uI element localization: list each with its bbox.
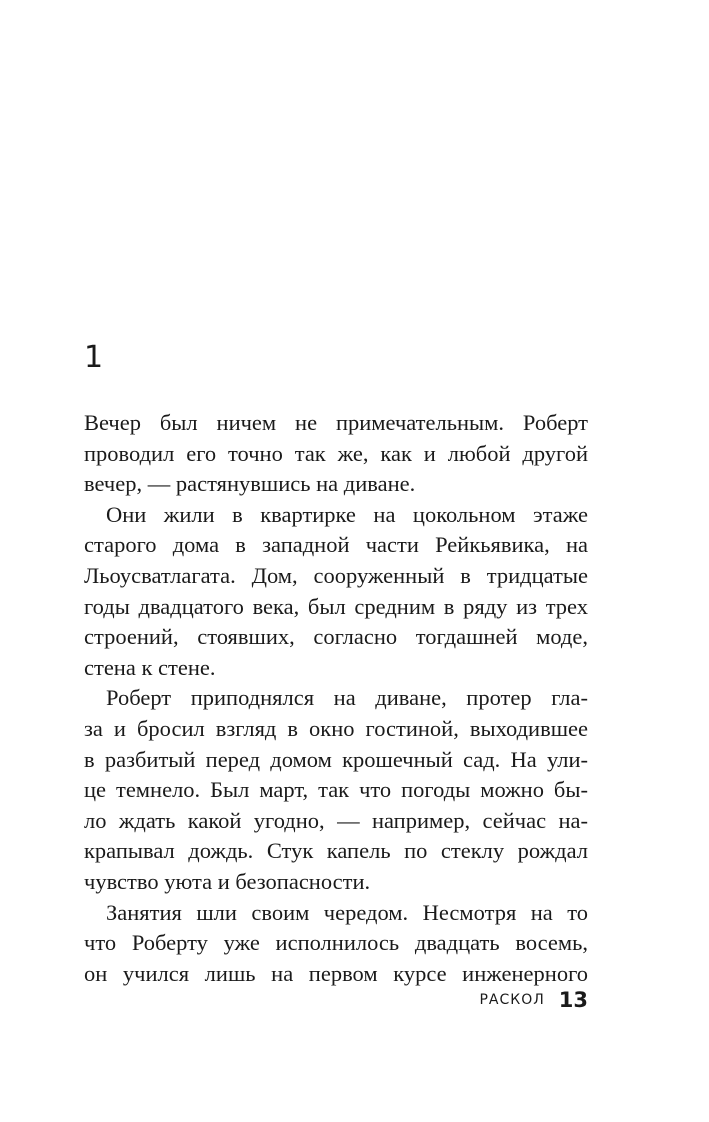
page-footer	[84, 988, 588, 1012]
text-line: что Роберту уже исполнилось двадцать восемь,	[84, 930, 588, 956]
text-line: Они жили в квартирке на цокольном этаже	[106, 501, 588, 527]
text-line: проводил его точно так же, как и любой другой	[84, 440, 588, 466]
text-line: он учился лишь на первом курсе инженерного	[84, 960, 588, 986]
text-line: крапывал дождь. Стук капель по стеклу рождал	[84, 838, 588, 864]
text-line: чувство уюта и безопасности.	[84, 868, 371, 894]
text-line: Вечер был ничем не примечательным. Роберт	[84, 410, 588, 435]
text-line: ло ждать какой угодно, — например, сейчас на-	[84, 807, 588, 833]
text-line: це темнело. Был март, так что погоды можно бы-	[84, 777, 588, 803]
text-line: годы двадцатого века, был средним в ряду из трех	[84, 593, 588, 619]
text-line: Льоусватлагата. Дом, сооруженный в тридцатые	[84, 562, 588, 588]
text-line: Роберт приподнялся на диване, протер гла-	[106, 685, 588, 711]
text-line: строений, стоявших, согласно тогдашней моде,	[84, 624, 588, 650]
text-line: вечер, — растянувшись на диване.	[84, 471, 416, 497]
text-line: стена к стене.	[84, 654, 216, 680]
running-title: РАСКОЛ	[479, 992, 545, 1008]
text-line: Занятия шли своим чередом. Несмотря на то	[106, 899, 588, 925]
text-line: за и бросил взгляд в окно гостиной, выходившее	[84, 715, 588, 741]
text-line: в разбитый перед домом крошечный сад. На ули-	[84, 746, 588, 772]
page-number: 13	[558, 988, 588, 1012]
body-text	[84, 408, 588, 989]
chapter-number: 1	[84, 340, 104, 375]
text-line: старого дома в западной части Рейкьявика, на	[84, 532, 588, 558]
